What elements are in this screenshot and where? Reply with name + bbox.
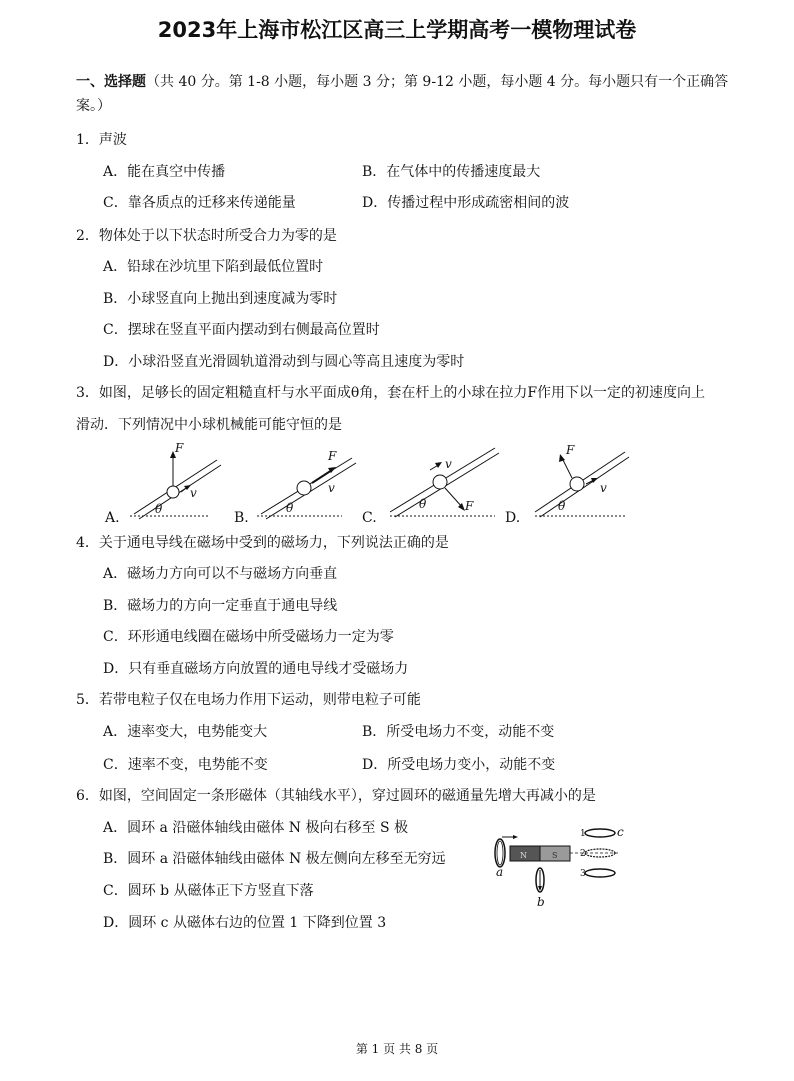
- svg-text:c: c: [617, 825, 624, 839]
- svg-text:v: v: [328, 481, 335, 495]
- svg-text:2: 2: [580, 849, 586, 859]
- q1-option-a: A．能在真空中传播: [103, 164, 226, 180]
- q2-option-b: B．小球竖直向上抛出到速度减为零时: [103, 291, 338, 307]
- q2-option-d: D．小球沿竖直光滑圆轨道滑动到与圆心等高且速度为零时: [103, 354, 465, 370]
- q1-option-d: D．传播过程中形成疏密相间的波: [362, 195, 570, 211]
- q4-option-a: A．磁场力方向可以不与磁场方向垂直: [103, 566, 338, 582]
- q3-figure-b: [252, 440, 362, 520]
- q6-option-c: C．圆环 b 从磁体正下方竖直下落: [103, 883, 314, 899]
- q3-figure-a: [125, 440, 225, 520]
- svg-text:θ: θ: [155, 502, 163, 516]
- q4-option-b: B．磁场力的方向一定垂直于通电导线: [103, 598, 338, 614]
- q1-stem: 1．声波: [76, 132, 127, 148]
- svg-text:F: F: [566, 443, 575, 457]
- svg-text:S: S: [552, 851, 558, 860]
- q2-option-c: C．摆球在竖直平面内摆动到右侧最高位置时: [103, 322, 380, 338]
- section-intro-cont: 案。）: [76, 98, 111, 114]
- svg-text:θ: θ: [286, 501, 294, 515]
- svg-text:v: v: [445, 457, 452, 471]
- svg-text:θ: θ: [558, 499, 566, 513]
- q5-option-b: B．所受电场力不变，动能不变: [362, 724, 555, 740]
- page-footer: 第 1 页 共 8 页: [355, 1042, 439, 1056]
- q4-option-c: C．环形通电线圈在磁场中所受磁场力一定为零: [103, 629, 394, 645]
- q4-option-d: D．只有垂直磁场方向放置的通电导线才受磁场力: [103, 661, 409, 677]
- q6-stem: 6．如图，空间固定一条形磁体（其轴线水平），穿过圆环的磁通量先增大再减小的是: [76, 788, 596, 804]
- q5-option-a: A．速率变大，电势能变大: [103, 724, 268, 740]
- svg-text:b: b: [537, 895, 545, 909]
- svg-text:v: v: [600, 481, 607, 495]
- q5-stem: 5．若带电粒子仅在电场力作用下运动，则带电粒子可能: [76, 692, 421, 708]
- q3-option-a-label: A.: [105, 510, 120, 526]
- q3-stem-cont: 滑动．下列情况中小球机械能可能守恒的是: [76, 417, 342, 433]
- q5-option-d: D．所受电场力变小，动能不变: [362, 757, 556, 773]
- svg-text:N: N: [520, 851, 527, 860]
- q3-option-b-label: B.: [234, 510, 249, 526]
- q3-figure-d: [530, 440, 640, 520]
- svg-text:F: F: [175, 441, 184, 455]
- section-heading: 一、选择题: [76, 74, 146, 90]
- q1-option-c: C．靠各质点的迁移来传递能量: [103, 195, 296, 211]
- svg-text:F: F: [328, 449, 337, 463]
- page-title: 2023年上海市松江区高三上学期高考一模物理试卷: [157, 18, 637, 42]
- svg-text:v: v: [190, 486, 197, 500]
- q3-option-c-label: C.: [362, 510, 377, 526]
- svg-text:θ: θ: [419, 497, 427, 511]
- q6-option-b: B．圆环 a 沿磁体轴线由磁体 N 极左侧向左移至无穷远: [103, 851, 446, 867]
- q6-option-d: D．圆环 c 从磁体右边的位置 1 下降到位置 3: [103, 915, 387, 931]
- q3-option-d-label: D.: [505, 510, 521, 526]
- q1-option-b: B．在气体中的传播速度最大: [362, 164, 541, 180]
- q2-option-a: A．铅球在沙坑里下陷到最低位置时: [103, 259, 324, 275]
- svg-text:a: a: [496, 865, 504, 879]
- q5-option-c: C．速率不变，电势能不变: [103, 757, 268, 773]
- q3-figure-c: [385, 440, 505, 520]
- section-intro: （共 40 分。第 1-8 小题，每小题 3 分；第 9-12 小题，每小题 4 分。每小题只有一个正确答: [146, 74, 729, 90]
- svg-text:F: F: [465, 499, 474, 513]
- q4-stem: 4．关于通电导线在磁场中受到的磁场力，下列说法正确的是: [76, 535, 449, 551]
- svg-text:3: 3: [580, 869, 586, 879]
- q6-magnet-figure: [490, 820, 630, 910]
- svg-text:1: 1: [580, 829, 586, 839]
- q6-option-a: A．圆环 a 沿磁体轴线由磁体 N 极向右移至 S 极: [103, 820, 408, 836]
- section-heading-line: [76, 72, 728, 92]
- q2-stem: 2．物体处于以下状态时所受合力为零的是: [76, 228, 337, 244]
- q3-stem: 3．如图，足够长的固定粗糙直杆与水平面成θ角，套在杆上的小球在拉力F作用下以一定的初速度向上: [76, 385, 706, 401]
